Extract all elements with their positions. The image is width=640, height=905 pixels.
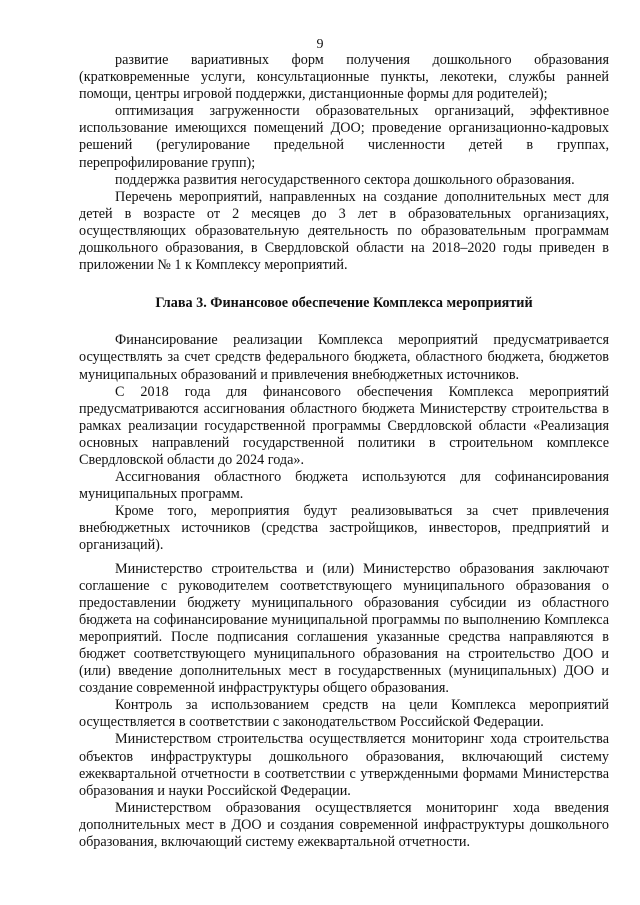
paragraph: С 2018 года для финансового обеспечения Комплекса мероприятий предусматриваются ассигнования областного бюджета Министерству строительства в рамках реализации государственной программы Свердловской области «Реализация основных направлений государственной политики в строительном комплексе Свердловской области до 2024 года». — [79, 383, 609, 468]
paragraph: поддержка развития негосударственного сектора дошкольного образования. — [115, 171, 575, 188]
paragraph: оптимизация загруженности образовательных организаций, эффективное использование имеющихся помещений ДОО; проведение организационно-кадровых решений (регулирование предельной численности детей в группах, перепрофилирование групп); — [79, 103, 609, 171]
paragraph: Министерством строительства осуществляется мониторинг хода строительства объектов инфраструктуры дошкольного образования, включающий систему ежеквартальной отчетности в соответствии с утвержденными формами Министерства образования и науки Российской Федерации. — [79, 731, 609, 799]
paragraph: развитие вариативных форм получения дошкольного образования (кратковременные услуги, консультационные пункты, лекотеки, службы ранней помощи, центры игровой поддержки, дистанционные формы для родителей); — [79, 52, 609, 103]
paragraph: Ассигнования областного бюджета используются для софинансирования муниципальных программ. — [79, 469, 609, 503]
paragraph: Министерство строительства и (или) Министерство образования заключают соглашение с руководителем соответствующего муниципального образования о предоставлении бюджету муниципального образования субсидии из областного бюджета на софинансирование муниципальной программы по выполнению Комплекса мероприятий. После подписания соглашения указанные средства направляются в бюджет соответствующего муниципального образования на строительство ДОО и (или) введение дополнительных мест в государственных (муниципальных) ДОО и создание современной инфраструктуры общего образования. — [79, 560, 609, 697]
paragraph: Перечень мероприятий, направленных на создание дополнительных мест для детей в возрасте от 2 месяцев до 3 лет в образовательных организациях, осуществляющих образовательную деятельность по образовательным программам дошкольного образования, в Свердловской области на 2018–2020 годы приведен в приложении № 1 к Комплексу мероприятий. — [79, 188, 609, 274]
page-number: 9 — [316, 37, 324, 52]
document-body — [79, 52, 609, 851]
paragraph: Министерством образования осуществляется мониторинг хода введения дополнительных мест в ДОО и создания современной инфраструктуры дошкольного образования, включающий систему ежеквартальной отчетности. — [79, 799, 609, 851]
chapter-title: Глава 3. Финансовое обеспечение Комплекса мероприятий — [155, 295, 533, 312]
paragraph: Контроль за использованием средств на цели Комплекса мероприятий осуществляется в соответствии с законодательством Российской Федерации. — [79, 697, 609, 731]
paragraph: Финансирование реализации Комплекса мероприятий предусматривается осуществлять за счет средств федерального бюджета, областного бюджета, бюджетов муниципальных образований и привлечения внебюджетных источников. — [79, 332, 609, 383]
paragraph: Кроме того, мероприятия будут реализовываться за счет привлечения внебюджетных источников (средства застройщиков, инвесторов, предприятий и организаций). — [79, 503, 609, 554]
